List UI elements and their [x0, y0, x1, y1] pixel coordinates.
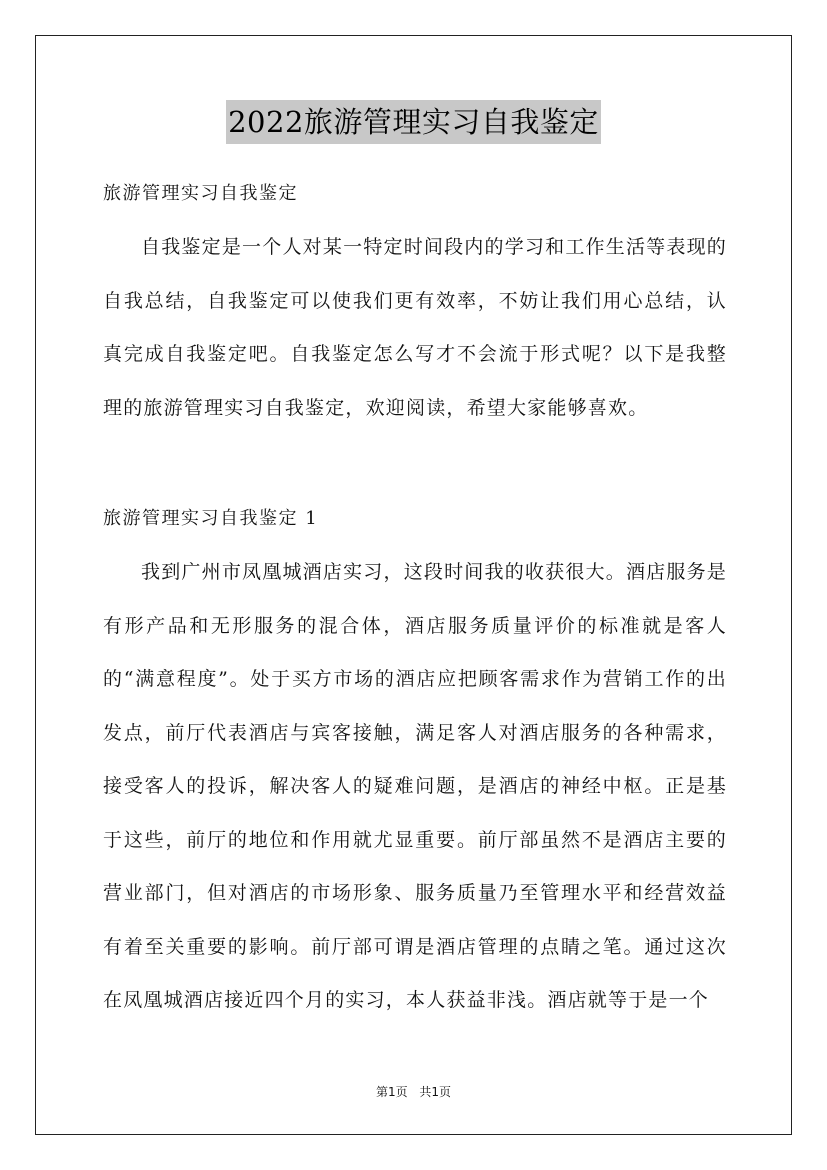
document-title: 2022旅游管理实习自我鉴定: [226, 100, 601, 144]
paragraph-section-1: 我到广州市凤凰城酒店实习，这段时间我的收获很大。酒店服务是有形产品和无形服务的混合体，酒店服务质量评价的标准就是客人的“满意程度”。处于买方市场的酒店应把顾客需求作为营销工作的出发点，前厅代表酒店与宾客接触，满足客人对酒店服务的各种需求，接受客人的投诉，解决客人的疑难问题，是酒店的神经中枢。正是基于这些，前厅的地位和作用就尤显重要。前厅部虽然不是酒店主要的营业部门，但对酒店的市场形象、服务质量乃至管理水平和经营效益有着至关重要的影响。前厅部可谓是酒店管理的点睛之笔。通过这次在凤凰城酒店接近四个月的实习，本人获益非浅。酒店就等于是一个: [103, 561, 727, 1011]
section-heading-intro: 旅游管理实习自我鉴定: [103, 183, 298, 204]
page-total: 共1页: [419, 1085, 452, 1099]
title-container: [0, 100, 827, 144]
section-heading-1: 旅游管理实习自我鉴定 1: [103, 508, 319, 529]
page-number: 第1页: [375, 1085, 408, 1099]
paragraph-intro: 自我鉴定是一个人对某一特定时间段内的学习和工作生活等表现的自我总结，自我鉴定可以使我们更有效率，不妨让我们用心总结，认真完成自我鉴定吧。自我鉴定怎么写才不会流于形式呢？以下是我整理的旅游管理实习自我鉴定，欢迎阅读，希望大家能够喜欢。: [103, 236, 727, 419]
page-footer: [0, 1083, 827, 1100]
